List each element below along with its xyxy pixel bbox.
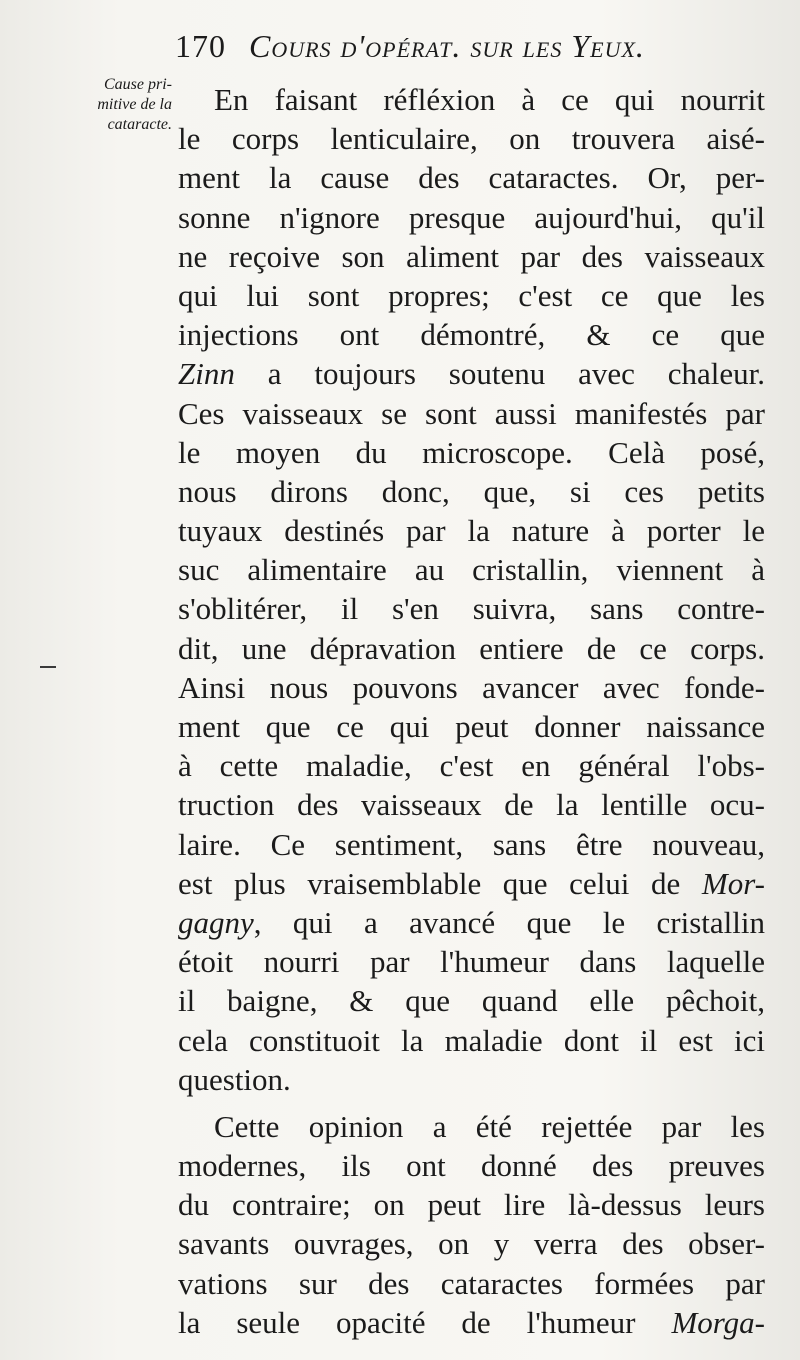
- text-line: vations sur des cataractes formées par: [178, 1265, 765, 1301]
- text-line: ment la cause des cataractes. Or, per-: [178, 160, 765, 196]
- text-line: s'oblitérer, il s'en suivra, sans contre-: [178, 591, 765, 627]
- text-line: question.: [178, 1061, 291, 1097]
- text-line: à cette maladie, c'est en général l'obs-: [178, 748, 765, 784]
- text-line: tuyaux destinés par la nature à porter le: [178, 513, 765, 549]
- text-line: cela constituoit la maladie dont il est ici: [178, 1022, 765, 1058]
- margin-note: [22, 75, 172, 135]
- margin-note-line: mitive de la: [97, 96, 172, 113]
- text-line: le corps lenticulaire, on trouvera aisé-: [178, 121, 765, 157]
- text-line: injections ont démontré, & ce que: [178, 317, 765, 353]
- text-line: modernes, ils ont donné des preuves: [178, 1148, 765, 1184]
- running-title: Cours d'opérat. sur les Yeux.: [249, 28, 645, 64]
- text-line: ne reçoive son aliment par des vaisseaux: [178, 238, 765, 274]
- page-number: 170: [175, 28, 226, 64]
- page-header: [175, 28, 775, 65]
- text-line: En faisant réfléxion à ce qui nourrit: [214, 82, 765, 117]
- text-line: dit, une dépravation entiere de ce corps.: [178, 630, 765, 666]
- text-line: du contraire; on peut lire là-dessus leurs: [178, 1187, 765, 1223]
- text-line: savants ouvrages, on y verra des obser-: [178, 1226, 765, 1262]
- text-line: truction des vaisseaux de la lentille ocu-: [178, 787, 765, 823]
- text-line: nous dirons donc, que, si ces petits: [178, 473, 765, 509]
- text-line: Zinn a toujours soutenu avec chaleur.: [178, 356, 765, 392]
- text-line: il baigne, & que quand elle pêchoit,: [178, 983, 765, 1019]
- text-line: étoit nourri par l'humeur dans laquelle: [178, 944, 765, 980]
- text-line: qui lui sont propres; c'est ce que les: [178, 277, 765, 313]
- paragraph-2: [178, 1107, 765, 1342]
- text-line: Ces vaisseaux se sont aussi manifestés par: [178, 395, 765, 431]
- text-line: Cette opinion a été rejettée par les: [214, 1108, 765, 1144]
- text-line: est plus vraisemblable que celui de Mor-: [178, 865, 765, 901]
- text-line: la seule opacité de l'humeur Morga-: [178, 1304, 765, 1340]
- paragraph-1: [178, 80, 765, 1099]
- margin-dash: [40, 666, 56, 668]
- text-line: gagny, qui a avancé que le cristallin: [178, 904, 765, 940]
- text-line: suc alimentaire au cristallin, viennent à: [178, 552, 765, 588]
- margin-note-line: cataracte.: [107, 116, 172, 133]
- text-line: le moyen du microscope. Celà posé,: [178, 434, 765, 470]
- margin-note-line: Cause pri-: [104, 76, 172, 93]
- body-text: [178, 80, 765, 1342]
- text-line: sonne n'ignore presque aujourd'hui, qu'il: [178, 199, 765, 235]
- text-line: ment que ce qui peut donner naissance: [178, 709, 765, 744]
- text-line: laire. Ce sentiment, sans être nouveau,: [178, 826, 765, 862]
- text-line: Ainsi nous pouvons avancer avec fonde-: [178, 669, 765, 705]
